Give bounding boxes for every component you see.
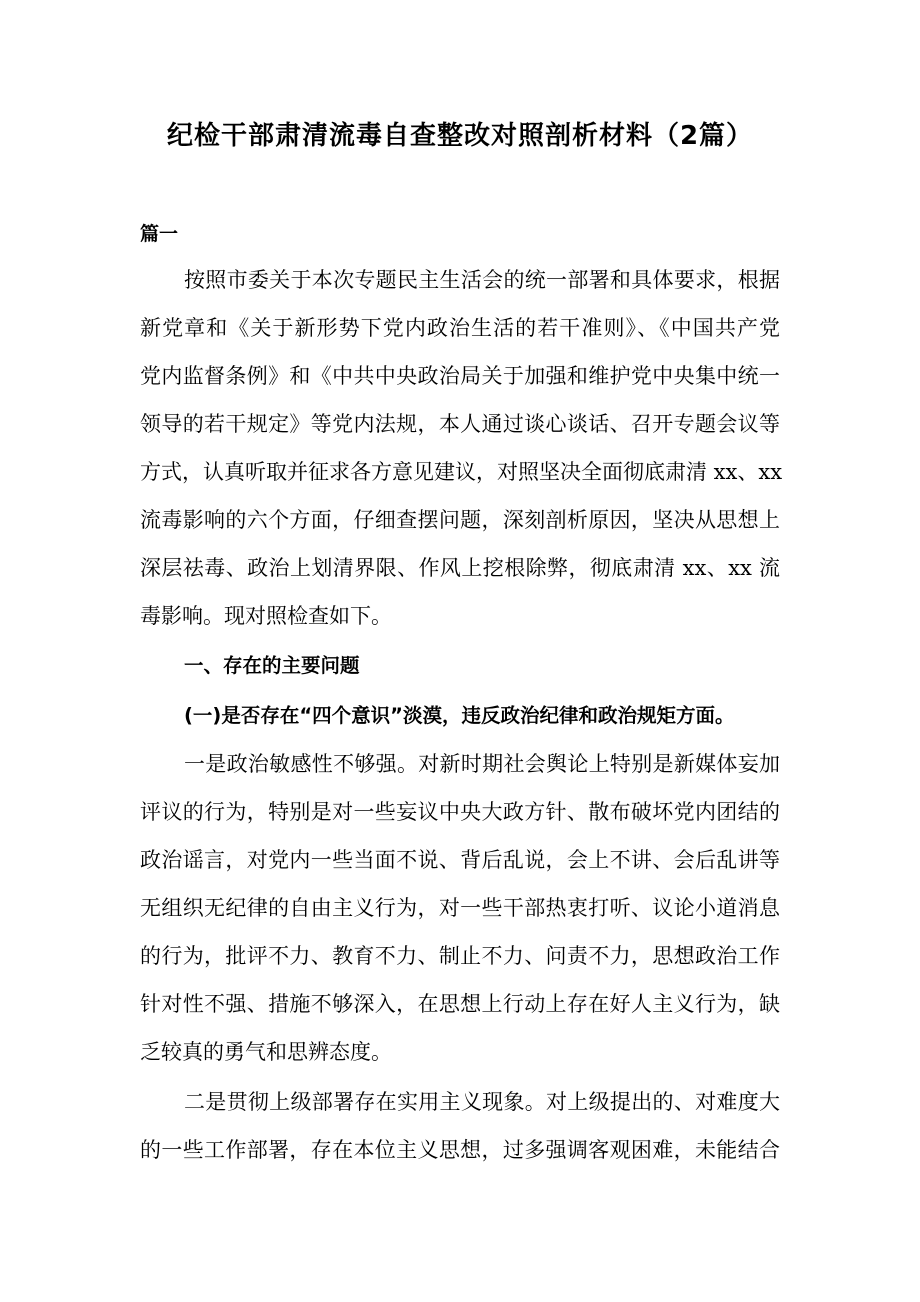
paragraph-line: 领导的若干规定》等党内法规，本人通过谈心谈话、召开专题会议等 [140,412,780,436]
paragraph-line: 方式，认真听取并征求各方意见建议，对照坚决全面彻底肃清 xx、xx [140,460,783,484]
paragraph-line: 针对性不强、措施不够深入，在思想上行动上存在好人主义行为，缺 [140,992,780,1016]
paragraph-line: 的行为，批评不力、教育不力、制止不力、问责不力，思想政治工作 [140,944,780,968]
paragraph-line: 党内监督条例》和《中共中央政治局关于加强和维护党中央集中统一 [140,364,780,388]
paragraph-line: 乏较真的勇气和思辨态度。 [140,1040,392,1064]
paragraph-line: 评议的行为，特别是对一些妄议中央大政方针、散布破坏党内团结的 [140,800,780,824]
paragraph-line: 一是政治敏感性不够强。对新时期社会舆论上特别是新媒体妄加 [184,752,780,776]
section-label: 篇一 [140,223,179,245]
paragraph-line: 毒影响。现对照检查如下。 [140,604,392,628]
paragraph-line: 按照市委关于本次专题民主生活会的统一部署和具体要求，根据 [184,268,780,292]
paragraph-line: 政治谣言，对党内一些当面不说、背后乱说，会上不讲、会后乱讲等 [140,848,780,872]
paragraph-line: 流毒影响的六个方面，仔细查摆问题，深刻剖析原因，坚决从思想上 [140,508,780,532]
paragraph-line: 的一些工作部署，存在本位主义思想，过多强调客观困难，未能结合 [140,1138,780,1162]
paragraph-line: 无组织无纪律的自由主义行为，对一些干部热衷打听、议论小道消息 [140,896,780,920]
paragraph-line: 新党章和《关于新形势下党内政治生活的若干准则》、《中国共产党 [140,316,780,340]
paragraph-line: 二是贯彻上级部署存在实用主义现象。对上级提出的、对难度大 [184,1090,780,1114]
heading-subsection: (一)是否存在“四个意识”淡漠，违反政治纪律和政治规矩方面。 [184,704,735,727]
heading-main-problems: 一、存在的主要问题 [184,654,360,677]
document-title: 纪检干部肃清流毒自查整改对照剖析材料（2篇） [166,121,754,151]
paragraph-line: 深层祛毒、政治上划清界限、作风上挖根除弊，彻底肃清 xx、xx 流 [140,556,780,580]
